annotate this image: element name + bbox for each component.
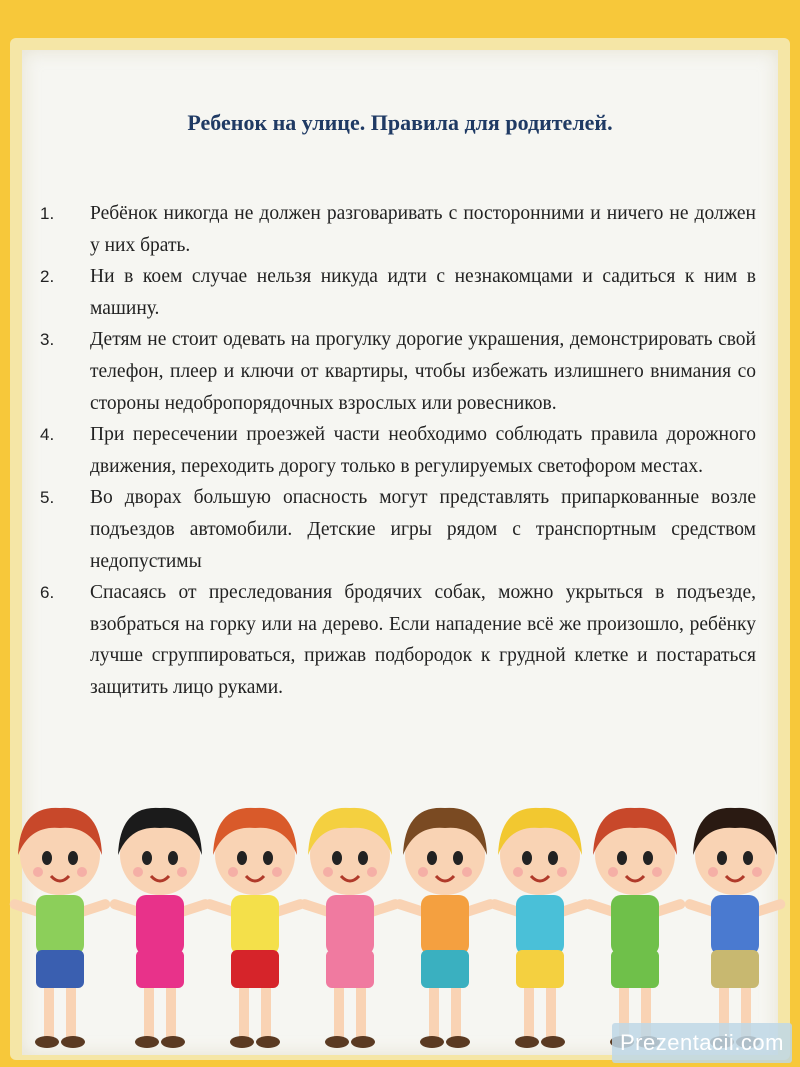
rule-item (40, 324, 756, 419)
child-figure (108, 808, 211, 1048)
rule-item (40, 198, 756, 261)
rule-item (40, 482, 756, 577)
page-title: Ребенок на улице. Правила для родителей. (187, 110, 613, 135)
rule-number: 5. (40, 488, 55, 508)
rule-text: Во дворах большую опасность могут представлять припаркованные возле подъездов автомобили. Детские игры рядом с транспортным средством недопустимы (90, 487, 756, 572)
child-figure (8, 808, 111, 1048)
child-figure (298, 808, 401, 1048)
rules-list (40, 198, 756, 704)
rule-item (40, 261, 756, 324)
rule-item (40, 577, 756, 703)
rule-text: Ни в коем случае нельзя никуда идти с незнакомцами и садиться к ним в машину. (90, 266, 756, 319)
rule-item (40, 419, 756, 482)
watermark: Prezentacii.com (612, 1023, 792, 1063)
rule-text: Ребёнок никогда не должен разговаривать с посторонними и ничего не должен у них брать. (90, 203, 756, 256)
rule-text: Спасаясь от преследования бродячих собак, можно укрыться в подъезде, взобраться на горку или на дерево. Если нападение всё же произошло, ребёнку лучше сгруппироваться, прижав подбородок к грудной клетке и постараться защитить лицо руками. (90, 582, 756, 698)
child-figure (203, 808, 306, 1048)
rule-number: 2. (40, 267, 55, 287)
child-figure (393, 808, 496, 1048)
rule-text: При пересечении проезжей части необходимо соблюдать правила дорожного движения, переходить дорогу только в регулируемых светофором местах. (90, 424, 756, 477)
rule-text: Детям не стоит одевать на прогулку дорогие украшения, демонстрировать свой телефон, плеер и ключи от квартиры, чтобы избежать излишнего внимания со стороны недобропорядочных взрослых или ровесников. (90, 329, 756, 414)
child-figure (583, 808, 686, 1048)
rule-number: 4. (40, 425, 55, 445)
child-figure (488, 808, 591, 1048)
child-figure (683, 808, 786, 1048)
rule-number: 1. (40, 204, 55, 223)
rule-number: 6. (40, 583, 55, 603)
rule-number: 3. (40, 330, 55, 350)
